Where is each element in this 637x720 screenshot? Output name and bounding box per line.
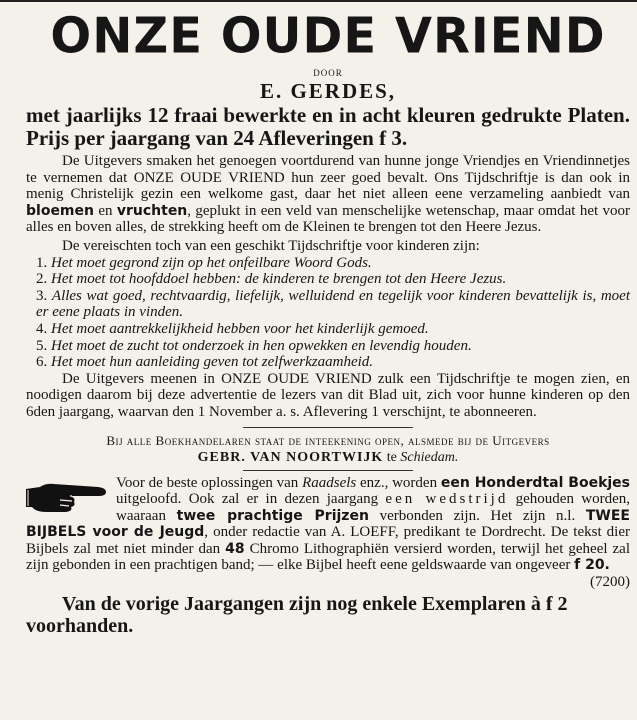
reference-number: (7200) — [590, 574, 630, 591]
prize-bold-1: een Honderdtal Boekjes — [440, 474, 631, 491]
list-item: 4. Het moet aantrekkelijkheid hebben voor het kinderlijk gemoed. — [36, 320, 429, 337]
publisher-name: GEBR. VAN NOORTWIJK — [197, 449, 384, 465]
publisher-connector: te — [386, 449, 397, 465]
byline: DOOR — [313, 68, 343, 78]
prize-spaced: een wedstrijd — [385, 491, 509, 508]
headline: ONZE OUDE VRIEND — [50, 7, 606, 65]
intro-bold-bloemen: bloemen — [26, 202, 94, 219]
prize-bold-2: twee prachtige Prijzen — [176, 507, 369, 524]
list-item: 1. Het moet gegrond zijn op het onfeilbare Woord Gods. — [36, 254, 372, 271]
list-item: 5. Het moet de zucht tot onderzoek in hen opwekken en levendig houden. — [36, 337, 472, 354]
author: E. GERDES, — [259, 79, 397, 103]
list-item: 2. Het moet tot hoofddoel hebben: de kinderen te brengen tot den Heere Jezus. — [36, 271, 507, 288]
pointing-hand-icon — [24, 475, 108, 515]
requirements-intro: De vereischten toch van een geschikt Tijdschriftje voor kinderen zijn: — [62, 237, 480, 254]
prize-bold-5: f 20. — [574, 557, 610, 574]
closing-paragraph: De Uitgevers meenen in ONZE OUDE VRIEND zulk een Tijdschriftje te mogen zien, en noodigen daarom bij deze advertentie de lezers van dit Blad uit, zich voor hunne kinderen op den 6den jaargang, waarvan den 1 November a. s. Aflevering 1 verschijnt, te abonneeren. — [26, 370, 630, 420]
publisher-city: Schiedam. — [400, 449, 459, 465]
divider — [243, 427, 413, 428]
intro-text-mid: en — [93, 202, 117, 219]
prize-bold-3: TWEE BIJBELS voor de Jeugd — [26, 507, 630, 541]
prize-paragraph: Voor de beste oplossingen van Raadsels enz., worden een Honderdtal Boekjes uitgeloofd. Ook zal er in dezen jaargang een wedstrijd gehouden worden, waaraan twee prachtige Prijzen verbonden zijn. Het zijn n.l. TWEE BIJBELS voor de Jeugd, onder redactie van A. LOEFF, predikant te Dordrecht. De tekst dier Bijbels zal met niet minder dan 48 Chromo Lithographiën versierd worden, terwijl het geheel zal zijn gebonden in een prachtigen band; — elke Bijbel heeft eene geldswaarde van ongeveer f 20. (7200) — [26, 474, 631, 591]
intro-paragraph — [26, 153, 630, 236]
final-note: Van de vorige Jaargangen zijn nog enkele Exemplaren à f 2 voorhanden. — [26, 592, 568, 637]
list-item: 3. Alles wat goed, rechtvaardig, liefelijk, welluidend en tegelijk voor kinderen bevattelijk is, moet er eene plaats in vinden. — [36, 287, 631, 321]
prize-section — [26, 475, 630, 591]
requirements-list — [26, 255, 630, 371]
publisher-line — [26, 449, 630, 467]
prize-bold-4: 48 — [225, 540, 245, 557]
intro-bold-vruchten: vruchten — [116, 202, 188, 219]
list-item: 6. Het moet hun aanleiding geven tot zelfwerkzaamheid. — [36, 354, 374, 371]
intro-text-1: De Uitgevers smaken het genoegen voortdurend van hunne jonge Vriendjes en Vriendinnetjes te vernemen dat ONZE OUDE VRIEND hun zeer goed bevalt. Ons Tijdschriftje is dan ook in menig Christelijk gezin een welkome gast, daar het niet alleen eene verzameling aanbiedt van — [26, 153, 630, 203]
intro-text-2: , geplukt in een veld van menschelijke wetenschap, maar omdat het voor alles en boven alles, de strekking heeft om de Kleinen te brengen tot den Heere Jezus. — [26, 202, 630, 236]
subheading: met jaarlijks 12 fraai bewerkte en in acht kleuren gedrukte Platen. Prijs per jaargang van 24 Afleveringen f 3. — [26, 103, 630, 150]
divider — [243, 470, 413, 471]
subscription-line: Bij alle Boekhandelaren staat de inteekening open, alsmede bij de Uitgevers — [106, 432, 550, 448]
